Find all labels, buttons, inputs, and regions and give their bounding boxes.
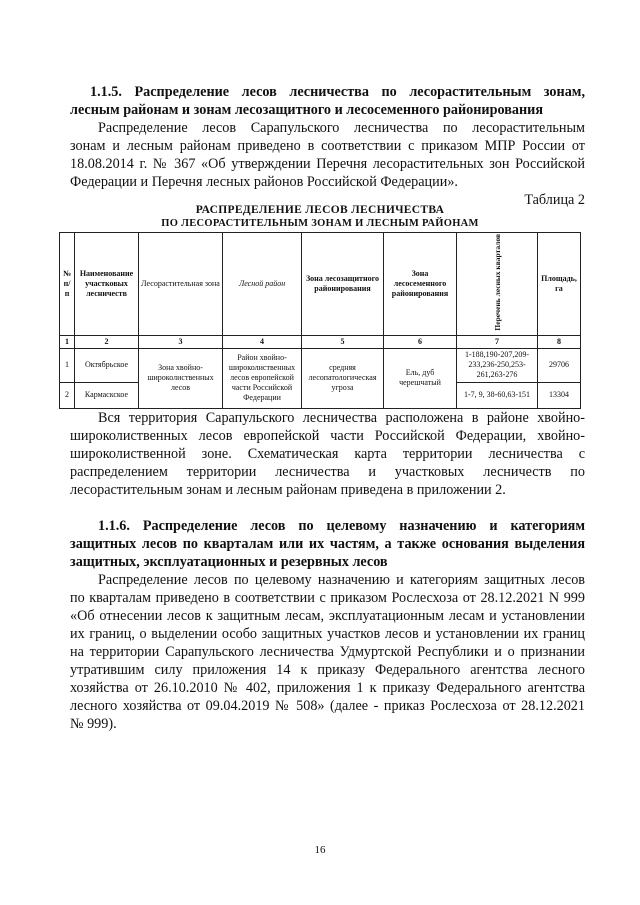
area-cell: 13304 (538, 382, 581, 408)
column-number: 8 (538, 335, 581, 348)
forestry-name: Кармаскское (75, 382, 139, 408)
table-header-row (60, 233, 581, 336)
quarters-cell: 1-7, 9, 38-60,63-151 (457, 382, 538, 408)
table-title-line-1: РАСПРЕДЕЛЕНИЕ ЛЕСОВ ЛЕСНИЧЕСТВА (195, 204, 445, 216)
forest-zone-cell: Зона хвойно-широколиственных лесов (139, 348, 223, 408)
forest-district-cell: Район хвойно-широколиственных лесов европейской части Российской Федерации (223, 348, 302, 408)
header-forest-district: Лесной район (223, 233, 302, 336)
header-quarters (457, 233, 538, 336)
table-row (60, 348, 581, 382)
paragraph-line: широколиственной зоне. Схематическая карта территории лесничества с (70, 446, 585, 462)
section-heading-line-1: 1.1.6. Распределение лесов по целевому назначению и категориям (98, 518, 585, 534)
column-number: 6 (384, 335, 457, 348)
paragraph-line: Распределение лесов Сарапульского лесничества по лесорастительным (98, 120, 585, 136)
paragraph-line: 18.08.2014 г. № 367 «Об утверждении Перечня лесорастительных зон Российской (70, 156, 585, 172)
protection-zone-cell: средняя лесопатологическая угроза (302, 348, 384, 408)
forest-distribution-table (59, 232, 581, 409)
row-number: 2 (60, 382, 75, 408)
area-cell: 29706 (538, 348, 581, 382)
paragraph-line: распределением территории лесничества и участковых лесничеств по (70, 464, 585, 480)
column-number: 2 (75, 335, 139, 348)
paragraph-line: «Об отнесении лесов к защитным лесам, эксплуатационным лесам и установлении (70, 608, 585, 624)
paragraph-line: их границ, о выделении особо защитных участков лесов и установлении их границ (70, 626, 585, 642)
column-number: 5 (302, 335, 384, 348)
header-quarters-text: Перечень лесных кварталов (492, 234, 502, 331)
paragraph-line: Распределение лесов по целевому назначению и категориям защитных лесов (98, 572, 585, 588)
paragraph-line: утратившим силу приложения 14 к приказу Федерального агентства лесного (70, 662, 585, 678)
column-number: 3 (139, 335, 223, 348)
section-heading-line-1: 1.1.5. Распределение лесов лесничества по лесорастительным зонам, (90, 84, 585, 100)
section-heading-line-2: лесным районам и зонам лесозащитного и лесосеменного районирования (70, 102, 544, 118)
column-number: 4 (223, 335, 302, 348)
header-area: Площадь, га (538, 233, 581, 336)
paragraph-line: лесного хозяйства от 09.04.2019 № 508» (далее - приказ Рослесхоза от 28.12.2021 (70, 698, 585, 714)
header-protection-zone: Зона лесозащитного районирования (302, 233, 384, 336)
header-seed-zone: Зона лесосеменного районирования (384, 233, 457, 336)
paragraph-line: по кварталам приведено в соответствии с приказом Рослесхоза от 28.12.2021 N 999 (70, 590, 585, 606)
quarters-cell: 1-188,190-207,209-233,236-250,253-261,263-276 (457, 348, 538, 382)
table-label: Таблица 2 (524, 192, 585, 208)
column-number: 1 (60, 335, 75, 348)
section-heading-line-2: защитных лесов по кварталам или их частям, а также основания выделения (70, 536, 585, 552)
forestry-name: Октябрьское (75, 348, 139, 382)
paragraph-line: зонам и лесным районам приведено в соответствии с приказом МПР России от (70, 138, 585, 154)
header-forest-zone: Лесорастительная зона (139, 233, 223, 336)
section-heading-line-3: защитных, эксплуатационных и резервных лесов (70, 554, 388, 570)
page-number: 16 (314, 844, 326, 856)
table-title-line-2: ПО ЛЕСОРАСТИТЕЛЬНЫМ ЗОНАМ И ЛЕСНЫМ РАЙОНАМ (161, 218, 479, 229)
paragraph-line: на территории Сарапульского лесничества Удмуртской Республики и о признании (70, 644, 585, 660)
header-forestry-name: Наименование участковых лесничеств (75, 233, 139, 336)
paragraph-line: Вся территория Сарапульского лесничества расположена в районе хвойно- (98, 410, 585, 426)
paragraph-line: хозяйства от 26.10.2010 № 402, приложения 1 к приказу Федерального агентства (70, 680, 585, 696)
paragraph-line: № 999). (70, 716, 117, 732)
column-number: 7 (457, 335, 538, 348)
row-number: 1 (60, 348, 75, 382)
seed-zone-cell: Ель, дуб черешчатый (384, 348, 457, 408)
paragraph-line: лесорастительным зонам и лесным районам приведена в приложении 2. (70, 482, 506, 498)
header-number: № п/п (60, 233, 75, 336)
paragraph-line: Федерации и Перечня лесных районов Российской Федерации». (70, 174, 458, 190)
column-number-row (60, 335, 581, 348)
paragraph-line: широколиственных лесов европейской части Российской Федерации, хвойно- (70, 428, 585, 444)
